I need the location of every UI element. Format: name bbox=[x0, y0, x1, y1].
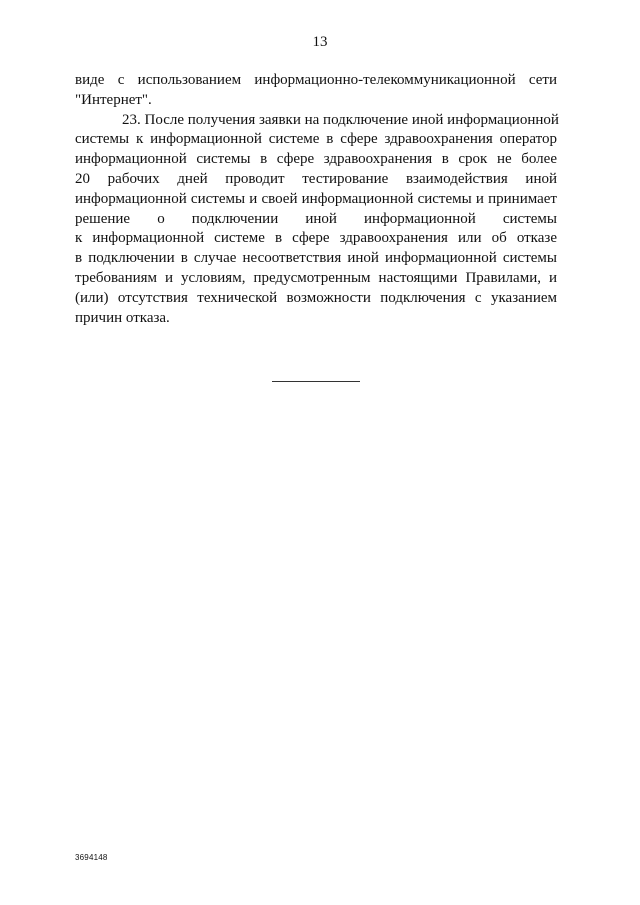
text-line: информационной системы и своей информационной системы и принимает bbox=[75, 190, 557, 207]
text-line: в подключении в случае несоответствия иной информационной системы bbox=[75, 250, 557, 267]
document-code: 3694148 bbox=[75, 853, 108, 862]
end-separator-line bbox=[272, 381, 360, 382]
text-line: причин отказа. bbox=[75, 309, 170, 326]
text-line: "Интернет". bbox=[75, 91, 152, 108]
document-body bbox=[75, 71, 557, 328]
text-line: информационной системы в сфере здравоохранения в срок не более bbox=[75, 151, 557, 168]
text-line: (или) отсутствия технической возможности подключения с указанием bbox=[75, 289, 557, 306]
page-number: 13 bbox=[312, 34, 328, 50]
text-line: 20 рабочих дней проводит тестирование взаимодействия иной bbox=[75, 170, 557, 187]
text-line: к информационной системе в сфере здравоохранения или об отказе bbox=[75, 230, 557, 247]
paragraph-23-first-line: 23. После получения заявки на подключение иной информационной bbox=[122, 111, 559, 128]
text-line: виде с использованием информационно-телекоммуникационной сети bbox=[75, 72, 557, 88]
text-line: системы к информационной системе в сфере здравоохранения оператор bbox=[75, 131, 557, 148]
text-line: решение о подключении иной информационной системы bbox=[75, 210, 557, 227]
text-line: требованиям и условиям, предусмотренным настоящими Правилами, и bbox=[75, 269, 557, 286]
